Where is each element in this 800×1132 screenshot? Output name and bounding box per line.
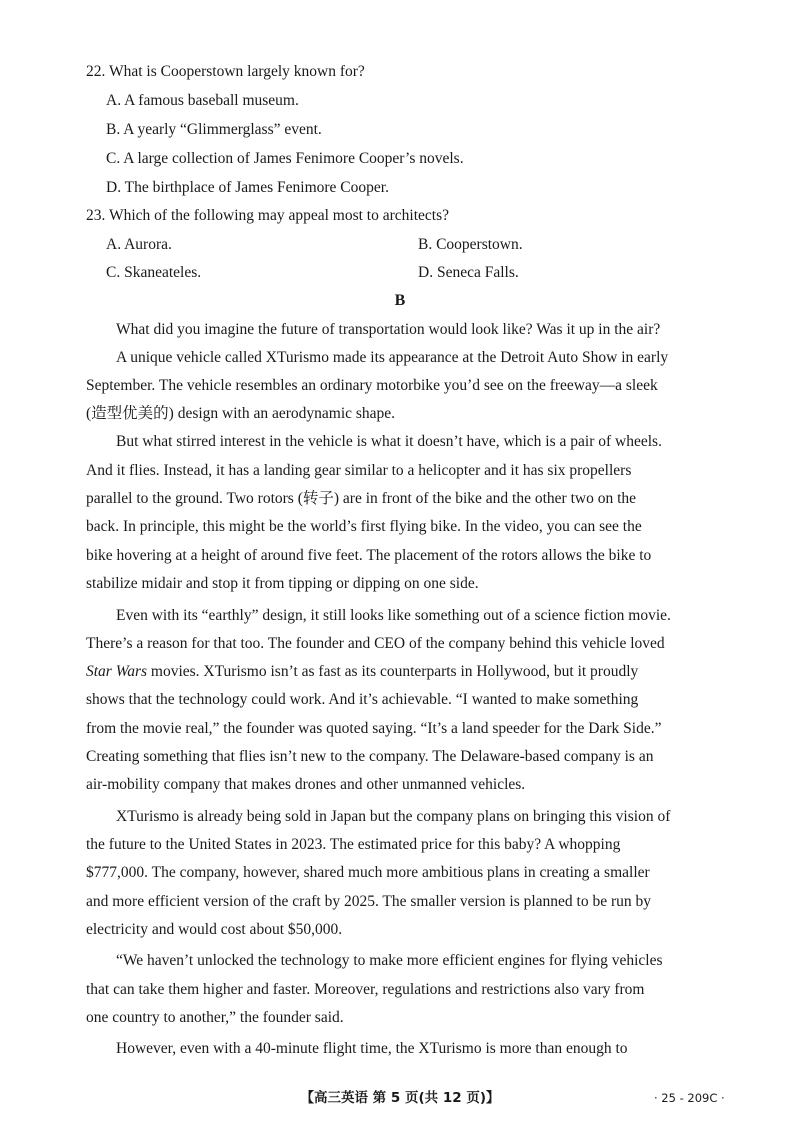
section-heading: B xyxy=(394,292,406,309)
question-23-option-b: B. Cooperstown. xyxy=(418,236,523,253)
passage-line: stabilize midair and stop it from tipping or dipping on one side. xyxy=(86,575,479,592)
question-22-stem: 22. What is Cooperstown largely known for? xyxy=(86,63,365,80)
passage-line: XTurismo is already being sold in Japan but the company plans on bringing this vision of xyxy=(116,808,671,825)
passage-line: back. In principle, this might be the world’s first flying bike. In the video, you can see the xyxy=(86,518,642,535)
question-23-stem: 23. Which of the following may appeal most to architects? xyxy=(86,207,450,224)
passage-line: And it flies. Instead, it has a landing gear similar to a helicopter and it has six propellers xyxy=(86,462,632,479)
question-23-option-d: D. Seneca Falls. xyxy=(418,264,519,281)
passage-line: What did you imagine the future of transportation would look like? Was it up in the air? xyxy=(116,321,661,338)
movie-title: Star Wars xyxy=(86,663,148,680)
page-footer-code: · 25 - 209C · xyxy=(654,1091,725,1105)
page-footer-label: 【高三英语 第 5 页(共 12 页)】 xyxy=(300,1090,500,1106)
passage-line: that can take them higher and faster. Moreover, regulations and restrictions also vary from xyxy=(86,981,645,998)
passage-line: and more efficient version of the craft by 2025. The smaller version is planned to be run by xyxy=(86,893,652,910)
passage-line: air-mobility company that makes drones and other unmanned vehicles. xyxy=(86,776,526,793)
passage-line: the future to the United States in 2023. The estimated price for this baby? A whopping xyxy=(86,836,621,853)
question-22-option-c: C. A large collection of James Fenimore Cooper’s novels. xyxy=(106,150,464,167)
question-22-option-a: A. A famous baseball museum. xyxy=(106,92,299,109)
passage-line: from the movie real,” the founder was quoted saying. “It’s a land speeder for the Dark Side.” xyxy=(86,720,662,737)
passage-line: But what stirred interest in the vehicle is what it doesn’t have, which is a pair of wheels. xyxy=(116,433,662,450)
passage-line: September. The vehicle resembles an ordinary motorbike you’d see on the freeway—a sleek xyxy=(86,377,658,394)
passage-line: one country to another,” the founder said. xyxy=(86,1009,344,1026)
passage-line: shows that the technology could work. And it’s achievable. “I wanted to make something xyxy=(86,691,639,708)
passage-line: “We haven’t unlocked the technology to make more efficient engines for flying vehicles xyxy=(116,952,663,969)
passage-line: There’s a reason for that too. The founder and CEO of the company behind this vehicle loved xyxy=(86,635,665,652)
passage-line: A unique vehicle called XTurismo made its appearance at the Detroit Auto Show in early xyxy=(116,349,669,366)
passage-line: However, even with a 40-minute flight time, the XTurismo is more than enough to xyxy=(116,1040,628,1057)
question-22-option-b: B. A yearly “Glimmerglass” event. xyxy=(106,121,322,138)
passage-line: electricity and would cost about $50,000. xyxy=(86,921,343,938)
passage-line: $777,000. The company, however, shared much more ambitious plans in creating a smaller xyxy=(86,864,650,881)
passage-line: Even with its “earthly” design, it still looks like something out of a science fiction movie. xyxy=(116,607,671,624)
passage-line: Creating something that flies isn’t new to the company. The Delaware-based company is an xyxy=(86,748,654,765)
passage-line: (造型优美的) design with an aerodynamic shape. xyxy=(86,405,396,422)
passage-line xyxy=(86,662,638,682)
question-23-option-c: C. Skaneateles. xyxy=(106,264,202,281)
passage-line: bike hovering at a height of around five feet. The placement of the rotors allows the bike to xyxy=(86,547,652,564)
passage-text: movies. XTurismo isn’t as fast as its counterparts in Hollywood, but it proudly xyxy=(147,663,639,680)
passage-line: parallel to the ground. Two rotors (转子) are in front of the bike and the other two on the xyxy=(86,490,637,507)
question-22-option-d: D. The birthplace of James Fenimore Cooper. xyxy=(106,179,389,196)
question-23-option-a: A. Aurora. xyxy=(106,236,172,253)
